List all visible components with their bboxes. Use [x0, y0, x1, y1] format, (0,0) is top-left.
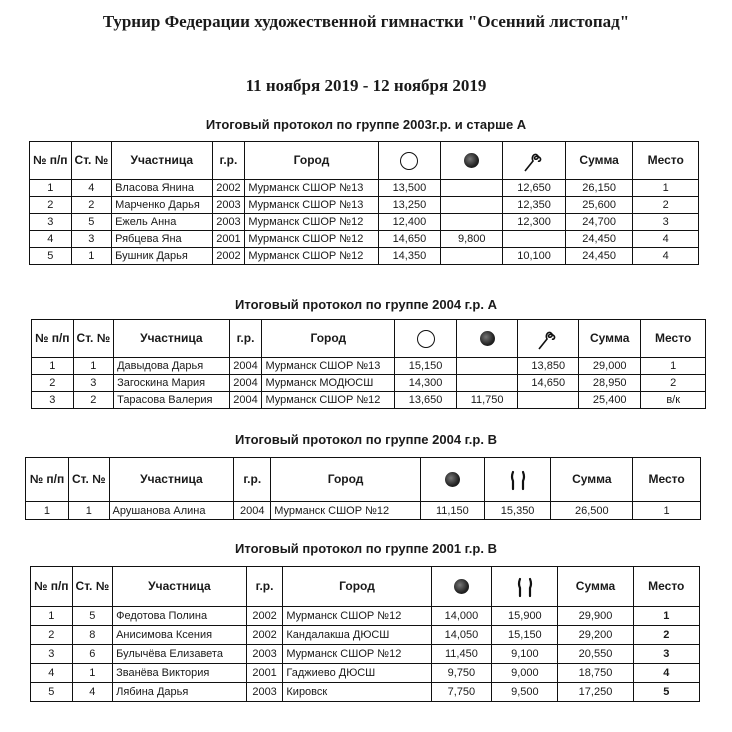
row-number: 4: [30, 231, 72, 248]
row-number: 1: [32, 358, 74, 375]
header-birth-year: г.р.: [212, 142, 245, 180]
city: Мурманск СШОР №12: [271, 502, 421, 520]
birth-year: 2003: [212, 197, 245, 214]
total-score: 25,600: [565, 197, 633, 214]
section-title: Итоговый протокол по группе 2004 г.р. В: [235, 432, 497, 447]
ball-icon: [480, 331, 495, 346]
place: 1: [633, 607, 699, 626]
row-number: 5: [30, 248, 72, 265]
participant-name: Марченко Дарья: [112, 197, 212, 214]
birth-year: 2004: [229, 392, 262, 409]
participant-name: Рябцева Яна: [112, 231, 212, 248]
table-row: [31, 683, 700, 702]
birth-year: 2003: [246, 683, 283, 702]
score: [518, 392, 579, 409]
row-number: 3: [31, 645, 73, 664]
score: [441, 197, 503, 214]
header-participant: Участница: [112, 142, 212, 180]
table-row: [32, 392, 706, 409]
total-score: 26,150: [565, 180, 633, 197]
table-row: [26, 502, 701, 520]
city: Мурманск СШОР №12: [245, 231, 378, 248]
score: 13,250: [378, 197, 441, 214]
participant-name: Лябина Дарья: [113, 683, 247, 702]
header-birth-year: г.р.: [234, 458, 271, 502]
table-row: [30, 197, 699, 214]
row-number: 1: [31, 607, 73, 626]
tournament-dates: 11 ноября 2019 - 12 ноября 2019: [245, 76, 487, 95]
place: 4: [633, 231, 699, 248]
start-number: 4: [72, 683, 113, 702]
ball-icon: [464, 153, 479, 168]
header-place: Место: [641, 320, 706, 358]
results-table: [25, 457, 701, 520]
city: Гаджиево ДЮСШ: [283, 664, 431, 683]
table-row: [30, 214, 699, 231]
score: 11,150: [420, 502, 484, 520]
participant-name: Арушанова Алина: [109, 502, 234, 520]
results-table: [29, 141, 699, 265]
birth-year: 2002: [246, 607, 283, 626]
score: 14,300: [395, 375, 457, 392]
results-table: [31, 319, 706, 409]
total-score: 28,950: [579, 375, 641, 392]
table-row: [30, 231, 699, 248]
score: [441, 180, 503, 197]
row-number: 3: [30, 214, 72, 231]
participant-name: Бушник Дарья: [112, 248, 212, 265]
row-number: 1: [26, 502, 69, 520]
header-apparatus-clubs: [484, 458, 551, 502]
score: 12,400: [378, 214, 441, 231]
score: [456, 375, 518, 392]
place: 5: [633, 683, 699, 702]
city: Мурманск МОДЮСШ: [262, 375, 395, 392]
participant-name: Ежель Анна: [112, 214, 212, 231]
total-score: 26,500: [551, 502, 633, 520]
participant-name: Загоскина Мария: [114, 375, 230, 392]
header-apparatus-ribbon: [518, 320, 579, 358]
start-number: 4: [71, 180, 112, 197]
score: 15,150: [492, 626, 558, 645]
birth-year: 2004: [229, 375, 262, 392]
ribbon-icon: [522, 149, 546, 173]
header-apparatus-ball: [441, 142, 503, 180]
row-number: 5: [31, 683, 73, 702]
score: [441, 214, 503, 231]
score: 10,100: [503, 248, 566, 265]
score: 12,300: [503, 214, 566, 231]
score: 9,500: [492, 683, 558, 702]
place: в/к: [641, 392, 706, 409]
start-number: 8: [72, 626, 113, 645]
header-city: Город: [271, 458, 421, 502]
table-row: [32, 375, 706, 392]
header-start-number: Ст. №: [68, 458, 109, 502]
birth-year: 2003: [246, 645, 283, 664]
total-score: 25,400: [579, 392, 641, 409]
start-number: 1: [68, 502, 109, 520]
header-number: № п/п: [30, 142, 72, 180]
start-number: 3: [71, 231, 112, 248]
participant-name: Анисимова Ксения: [113, 626, 247, 645]
score: 14,650: [518, 375, 579, 392]
city: Мурманск СШОР №12: [262, 392, 395, 409]
score: 13,850: [518, 358, 579, 375]
header-start-number: Ст. №: [72, 567, 113, 607]
section-title: Итоговый протокол по группе 2001 г.р. В: [235, 541, 497, 556]
start-number: 2: [71, 197, 112, 214]
total-score: 17,250: [558, 683, 633, 702]
place: 4: [633, 664, 699, 683]
row-number: 3: [32, 392, 74, 409]
header-birth-year: г.р.: [229, 320, 262, 358]
place: 3: [633, 645, 699, 664]
total-score: 20,550: [558, 645, 633, 664]
header-apparatus-ribbon: [503, 142, 566, 180]
city: Мурманск СШОР №12: [245, 214, 378, 231]
participant-name: Власова Янина: [112, 180, 212, 197]
start-number: 1: [73, 358, 114, 375]
ball-icon: [454, 579, 469, 594]
score: 15,350: [484, 502, 551, 520]
table-row: [30, 248, 699, 265]
birth-year: 2002: [246, 626, 283, 645]
header-apparatus-clubs: [492, 567, 558, 607]
birth-year: 2001: [212, 231, 245, 248]
header-city: Город: [262, 320, 395, 358]
table-row: [31, 607, 700, 626]
place: 2: [641, 375, 706, 392]
city: Мурманск СШОР №12: [283, 645, 431, 664]
birth-year: 2003: [212, 214, 245, 231]
score: 15,900: [492, 607, 558, 626]
table-row: [31, 664, 700, 683]
total-score: 24,700: [565, 214, 633, 231]
place: 3: [633, 214, 699, 231]
score: 14,350: [378, 248, 441, 265]
birth-year: 2004: [234, 502, 271, 520]
participant-name: Булычёва Елизавета: [113, 645, 247, 664]
header-participant: Участница: [114, 320, 230, 358]
score: [441, 248, 503, 265]
clubs-icon: [509, 469, 527, 491]
start-number: 1: [72, 664, 113, 683]
score: [456, 358, 518, 375]
score: 13,650: [395, 392, 457, 409]
header-sum: Сумма: [579, 320, 641, 358]
header-apparatus-ball: [431, 567, 492, 607]
city: Мурманск СШОР №13: [245, 180, 378, 197]
header-place: Место: [633, 142, 699, 180]
place: 1: [641, 358, 706, 375]
header-apparatus-hoop: [395, 320, 457, 358]
score: [503, 231, 566, 248]
section-title: Итоговый протокол по группе 2004 г.р. А: [235, 297, 497, 312]
row-number: 2: [31, 626, 73, 645]
total-score: 18,750: [558, 664, 633, 683]
header-start-number: Ст. №: [71, 142, 112, 180]
start-number: 1: [71, 248, 112, 265]
header-place: Место: [633, 567, 699, 607]
place: 1: [633, 502, 701, 520]
header-apparatus-ball: [420, 458, 484, 502]
total-score: 24,450: [565, 248, 633, 265]
header-sum: Сумма: [551, 458, 633, 502]
page-title: Турнир Федерации художественной гимнастки "Осенний листопад": [102, 12, 630, 31]
header-participant: Участница: [113, 567, 247, 607]
results-table: [30, 566, 700, 702]
score: 13,500: [378, 180, 441, 197]
start-number: 6: [72, 645, 113, 664]
place: 4: [633, 248, 699, 265]
score: 9,000: [492, 664, 558, 683]
participant-name: Званёва Виктория: [113, 664, 247, 683]
header-sum: Сумма: [558, 567, 633, 607]
participant-name: Тарасова Валерия: [114, 392, 230, 409]
city: Кировск: [283, 683, 431, 702]
clubs-icon: [516, 576, 534, 598]
score: 11,750: [456, 392, 518, 409]
header-apparatus-hoop: [378, 142, 441, 180]
birth-year: 2002: [212, 180, 245, 197]
city: Мурманск СШОР №12: [283, 607, 431, 626]
header-number: № п/п: [32, 320, 74, 358]
table-row: [31, 626, 700, 645]
start-number: 3: [73, 375, 114, 392]
total-score: 29,900: [558, 607, 633, 626]
header-place: Место: [633, 458, 701, 502]
header-birth-year: г.р.: [246, 567, 283, 607]
city: Кандалакша ДЮСШ: [283, 626, 431, 645]
total-score: 29,000: [579, 358, 641, 375]
participant-name: Давыдова Дарья: [114, 358, 230, 375]
birth-year: 2004: [229, 358, 262, 375]
score: 14,050: [431, 626, 492, 645]
score: 12,650: [503, 180, 566, 197]
birth-year: 2002: [212, 248, 245, 265]
start-number: 5: [71, 214, 112, 231]
score: 11,450: [431, 645, 492, 664]
header-city: Город: [283, 567, 431, 607]
header-participant: Участница: [109, 458, 234, 502]
score: 14,650: [378, 231, 441, 248]
row-number: 2: [32, 375, 74, 392]
city: Мурманск СШОР №13: [262, 358, 395, 375]
score: 15,150: [395, 358, 457, 375]
ribbon-icon: [536, 327, 560, 351]
start-number: 5: [72, 607, 113, 626]
section-title: Итоговый протокол по группе 2003г.р. и старше А: [205, 117, 527, 132]
header-city: Город: [245, 142, 378, 180]
header-start-number: Ст. №: [73, 320, 114, 358]
row-number: 2: [30, 197, 72, 214]
table-row: [30, 180, 699, 197]
score: 14,000: [431, 607, 492, 626]
header-number: № п/п: [26, 458, 69, 502]
total-score: 29,200: [558, 626, 633, 645]
score: 12,350: [503, 197, 566, 214]
score: 9,100: [492, 645, 558, 664]
participant-name: Федотова Полина: [113, 607, 247, 626]
place: 1: [633, 180, 699, 197]
score: 7,750: [431, 683, 492, 702]
city: Мурманск СШОР №12: [245, 248, 378, 265]
score: 9,750: [431, 664, 492, 683]
place: 2: [633, 197, 699, 214]
birth-year: 2001: [246, 664, 283, 683]
place: 2: [633, 626, 699, 645]
score: 9,800: [441, 231, 503, 248]
hoop-icon: [400, 152, 418, 170]
hoop-icon: [417, 330, 435, 348]
ball-icon: [445, 472, 460, 487]
table-row: [32, 358, 706, 375]
row-number: 4: [31, 664, 73, 683]
start-number: 2: [73, 392, 114, 409]
header-number: № п/п: [31, 567, 73, 607]
table-row: [31, 645, 700, 664]
header-apparatus-ball: [456, 320, 518, 358]
header-sum: Сумма: [565, 142, 633, 180]
row-number: 1: [30, 180, 72, 197]
city: Мурманск СШОР №13: [245, 197, 378, 214]
total-score: 24,450: [565, 231, 633, 248]
